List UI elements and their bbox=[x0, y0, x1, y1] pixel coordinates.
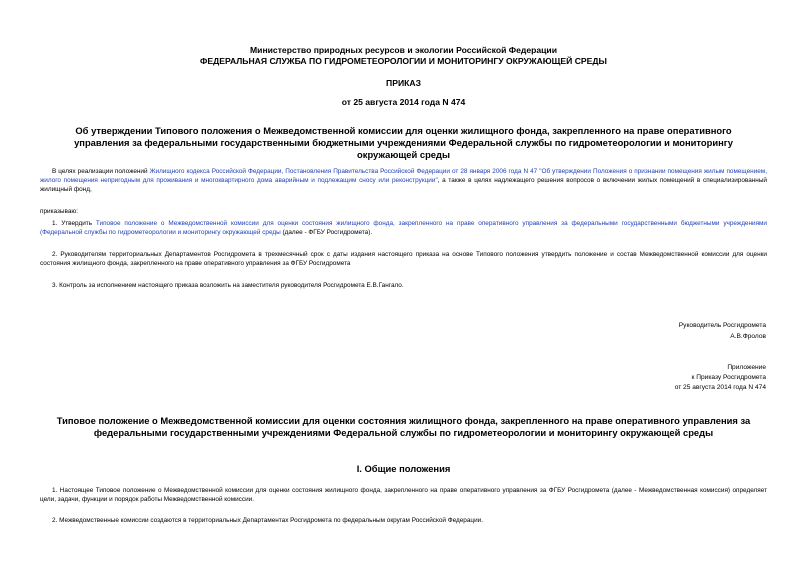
item-1-lead: 1. Утвердить bbox=[52, 220, 96, 227]
legislation-link[interactable]: Жилищного кодекса Российской Федерации, Постановления Правительства Российской Федерации от 28 января 2006 года N 47 "Об утверждении Положения о признании помещения жилым помещением, жилого помещения непригодным для проживания и многоквартирного дома аварийным и подлежащим сносу или реконструкции" bbox=[40, 168, 767, 184]
signatory-name: А.В.Фролов bbox=[730, 333, 766, 340]
signatory-position: Руководитель Росгидромета bbox=[678, 322, 766, 329]
preamble-lead: В целях реализации положений bbox=[52, 168, 150, 175]
order-title: Об утверждении Типового положения о Межведомственной комиссии для оценки жилищного фонда, закрепленного на праве оперативного управления за федеральными государственными бюджетными учреждениями Федеральной службы по гидрометеорологии и мониторингу окружающей среды bbox=[74, 125, 733, 160]
preamble-paragraph bbox=[40, 167, 767, 194]
document-type: ПРИКАЗ bbox=[386, 78, 421, 88]
service-name: ФЕДЕРАЛЬНАЯ СЛУЖБА ПО ГИДРОМЕТЕОРОЛОГИИ И МОНИТОРИНГУ ОКРУЖАЮЩЕЙ СРЕДЫ bbox=[200, 56, 607, 66]
order-word: приказываю: bbox=[40, 208, 78, 215]
ministry-name: Министерство природных ресурсов и экологии Российской Федерации bbox=[250, 45, 557, 55]
section-1-heading: I. Общие положения bbox=[356, 463, 451, 474]
regulation-title: Типовое положение о Межведомственной комиссии для оценки состояния жилищного фонда, закрепленного на праве оперативного управления за федеральными государственными учреждениями Федеральной службы по гидрометеорологии и мониторингу окружающей среды bbox=[56, 415, 751, 438]
order-item-2: 2. Руководителям территориальных Департаментов Росгидромета в трехмесячный срок с даты издания настоящего приказа на основе Типового положения утвердить положение и состав Межведомственной комиссии для оценки состояния жилищного фонда, закрепленного на праве оперативного управления за ФГБУ Росгидромета bbox=[40, 251, 767, 267]
order-item-3: 3. Контроль за исполнением настоящего приказа возложить на заместителя руководителя Росгидромета Е.В.Гангало. bbox=[52, 282, 404, 289]
appendix-to-order: к Приказу Росгидромета bbox=[691, 374, 766, 381]
section-1-paragraph-1: 1. Настоящее Типовое положение о Межведомственной комиссии для оценки состояния жилищного фонда, закрепленного на праве оперативного управления за ФГБУ Росгидромета (далее - Межведомственная комиссия) определяет цели, задачи, функции и порядок работы Межведомственной комиссии. bbox=[40, 487, 767, 503]
document-date: от 25 августа 2014 года N 474 bbox=[341, 97, 466, 107]
appendix-label: Приложение bbox=[727, 364, 766, 371]
section-1-paragraph-2: 2. Межведомственные комиссии создаются в территориальных Департаментах Росгидромета по федеральным округам Российской Федерации. bbox=[52, 517, 483, 524]
preamble-tail: , а также в целях надлежащего решения вопросов о включении жилых помещений в специализированный жилищный фонд, bbox=[40, 177, 767, 193]
appendix-date: от 25 августа 2014 года N 474 bbox=[674, 384, 766, 391]
item-1-tail: (далее - ФГБУ Росгидромета). bbox=[280, 229, 373, 236]
order-item-1 bbox=[40, 219, 767, 237]
regulation-link[interactable]: Типовое положение о Межведомственной комиссии для оценки состояния жилищного фонда, закрепленного на праве оперативного управления за федеральными государственными бюджетными учреждениями (Федеральной службы по гидрометеорологии и мониторингу окружающей среды bbox=[40, 220, 767, 236]
